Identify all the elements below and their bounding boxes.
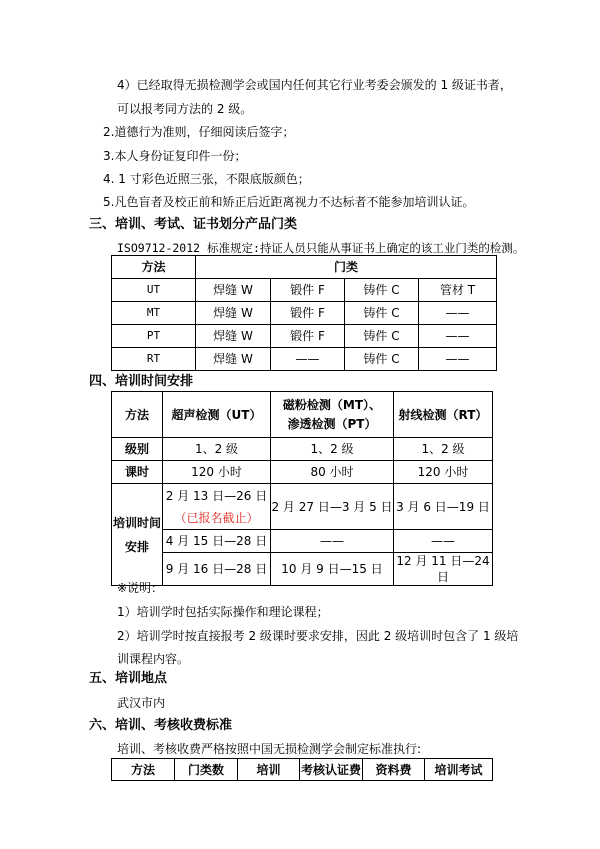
category-cell: 焊缝 W [196, 325, 271, 348]
category-method-cell: RT [112, 348, 196, 371]
requirement-item-4-line1: 4）已经取得无损检测学会或国内任何其它行业考委会颁发的 1 级证书者， [117, 78, 512, 92]
section-3-heading: 三、培训、考试、证书划分产品门类 [89, 217, 298, 232]
hours-ut: 120 小时 [163, 461, 271, 484]
table-row [112, 484, 493, 530]
schedule-rt-2: —— [394, 530, 493, 553]
requirement-item-2: 2.道德行为准则，仔细阅读后签字； [103, 125, 295, 139]
hours-mtpt: 80 小时 [271, 461, 394, 484]
schedule-header-ut: 超声检测（UT） [163, 392, 271, 438]
hours-rt: 120 小时 [394, 461, 493, 484]
category-cell: 锻件 F [271, 279, 345, 302]
note-2-line2: 训课程内容。 [117, 652, 190, 666]
table-row [112, 438, 493, 461]
schedule-header-rt: 射线检测（RT） [394, 392, 493, 438]
table-row [112, 348, 497, 371]
section-5-heading: 五、培训地点 [89, 671, 168, 686]
category-method-cell: MT [112, 302, 196, 325]
schedule-mtpt-1: 2 月 27 日—3 月 5 日 [271, 484, 394, 530]
category-cell: 铸件 C [345, 325, 419, 348]
notes-title: ※说明： [117, 581, 164, 595]
category-cell: 焊缝 W [196, 348, 271, 371]
schedule-label-line1: 培训时间 [112, 515, 161, 530]
section-4-heading: 四、培训时间安排 [89, 374, 194, 389]
level-ut: 1、2 级 [163, 438, 271, 461]
category-method-cell: PT [112, 325, 196, 348]
requirement-item-4-line2: 可以报考同方法的 2 级。 [117, 102, 253, 116]
level-rt: 1、2 级 [394, 438, 493, 461]
schedule-rt-1: 3 月 6 日—19 日 [394, 484, 493, 530]
table-row [112, 279, 497, 302]
category-cell: 铸件 C [345, 302, 419, 325]
table-row [112, 530, 493, 553]
training-location: 武汉市内 [117, 696, 166, 710]
category-cell: —— [271, 348, 345, 371]
registration-closed-note: （已报名截止） [174, 510, 259, 525]
schedule-ut-3: 9 月 16 日—28 日 [163, 553, 271, 586]
hours-label: 课时 [112, 461, 163, 484]
table-row [112, 325, 497, 348]
schedule-table [111, 391, 493, 586]
fee-header-material-fee: 资料费 [363, 759, 425, 781]
note-2-line1: 2）培训学时按直接报考 2 级课时要求安排，因此 2 级培训时包含了 1 级培 [117, 629, 519, 643]
table-row [112, 553, 493, 586]
note-1: 1）培训学时包括实际操作和理论课程； [117, 605, 329, 619]
section-3-note: ISO9712-2012 标准规定:持证人员只能从事证书上确定的该工业门类的检测。 [117, 241, 525, 255]
schedule-label-line2: 安排 [124, 539, 149, 554]
category-cell: 锻件 F [271, 302, 345, 325]
requirement-item-5: 5.凡色盲者及校正前和矫正后近距离视力不达标者不能参加培训认证。 [103, 195, 475, 209]
category-cell: 铸件 C [345, 348, 419, 371]
schedule-ut-1 [163, 484, 271, 530]
requirement-item-4: 4. 1 寸彩色近照三张，不限底版颜色； [103, 172, 310, 186]
schedule-header-method: 方法 [112, 392, 163, 438]
section-6-note: 培训、考核收费严格按照中国无损检测学会制定标准执行: [117, 742, 422, 756]
table-row [112, 302, 497, 325]
schedule-header-mtpt-line2: 渗透检测（PT） [287, 417, 377, 431]
table-row [112, 461, 493, 484]
fee-header-category-count: 门类数 [175, 759, 238, 781]
category-cell: —— [419, 302, 497, 325]
fee-header-training: 培训 [238, 759, 300, 781]
category-cell: —— [419, 325, 497, 348]
level-label: 级别 [112, 438, 163, 461]
category-method-cell: UT [112, 279, 196, 302]
fee-header-certification-fee: 考核认证费 [300, 759, 363, 781]
category-cell: 管材 T [419, 279, 497, 302]
requirement-item-3: 3.本人身份证复印件一份； [103, 149, 247, 163]
category-header-method: 方法 [112, 256, 196, 279]
section-6-heading: 六、培训、考核收费标准 [89, 718, 233, 733]
category-header-category: 门类 [196, 256, 497, 279]
table-row [112, 759, 493, 781]
schedule-ut-1-date: 2 月 13 日—26 日 [165, 488, 268, 503]
category-cell: 焊缝 W [196, 302, 271, 325]
category-cell: 焊缝 W [196, 279, 271, 302]
category-table [111, 255, 497, 371]
schedule-label [112, 484, 163, 586]
fee-table [111, 758, 493, 781]
schedule-mtpt-3: 10 月 9 日—15 日 [271, 553, 394, 586]
fee-header-training-exam: 培训考试 [425, 759, 493, 781]
level-mtpt: 1、2 级 [271, 438, 394, 461]
schedule-mtpt-2: —— [271, 530, 394, 553]
schedule-rt-3: 12 月 11 日—24 日 [394, 553, 493, 586]
fee-header-method: 方法 [112, 759, 175, 781]
schedule-header-mtpt-line1: 磁粉检测（MT）、 [282, 398, 382, 412]
category-cell: —— [419, 348, 497, 371]
schedule-header-mtpt [271, 392, 394, 438]
schedule-ut-2: 4 月 15 日—28 日 [163, 530, 271, 553]
category-cell: 铸件 C [345, 279, 419, 302]
category-cell: 锻件 F [271, 325, 345, 348]
